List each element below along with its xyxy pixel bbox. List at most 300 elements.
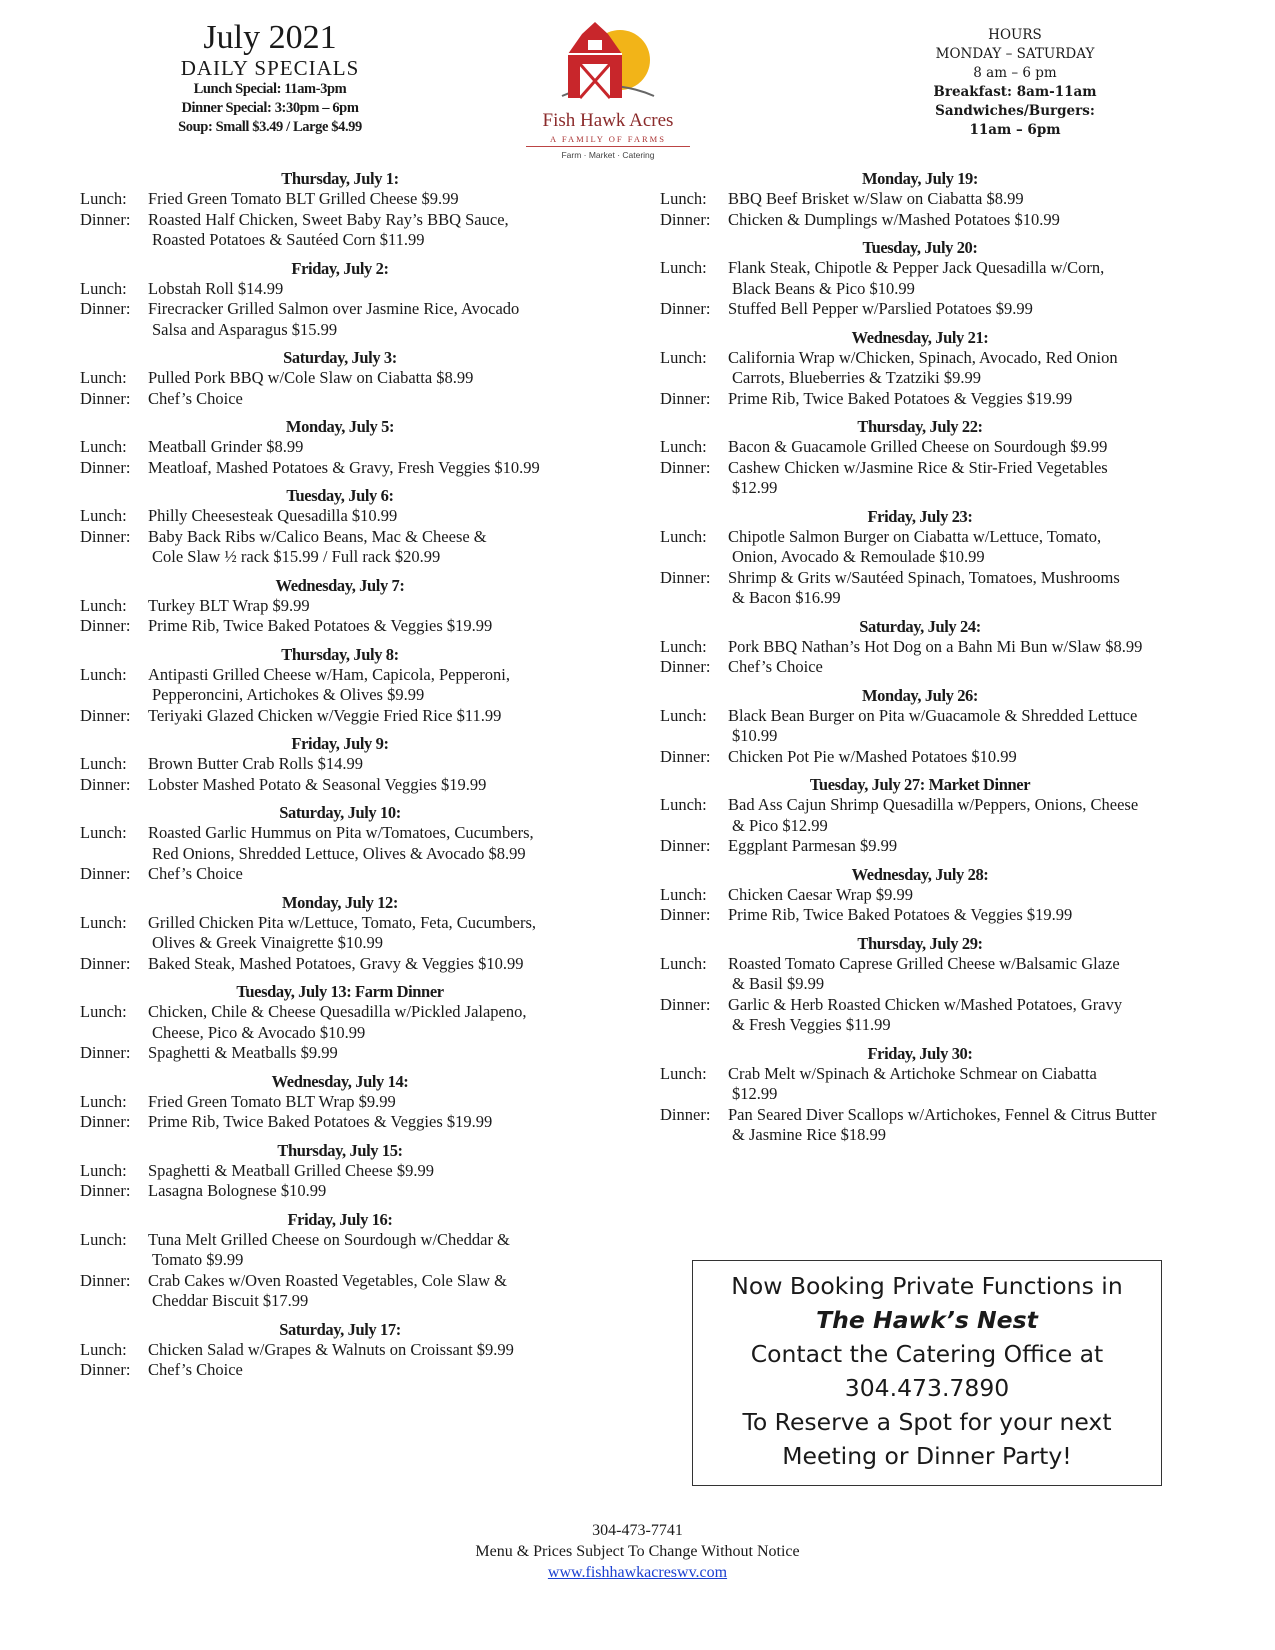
menu-item — [728, 258, 1200, 299]
day-special — [660, 686, 1200, 768]
day-special — [660, 1044, 1200, 1146]
menu-entry — [660, 637, 1200, 658]
menu-item-line: Black Bean Burger on Pita w/Guacamole & Shredded Lettuce — [728, 705, 1138, 725]
menu-item-line: Prime Rib, Twice Baked Potatoes & Veggies $19.99 — [148, 616, 493, 635]
day-title: Monday, July 26: — [862, 685, 978, 705]
daily-specials-heading: DAILY SPECIALS — [180, 56, 360, 80]
menu-item — [728, 458, 1200, 499]
meal-label: Dinner: — [660, 299, 711, 318]
menu-item-line: Roasted Tomato Caprese Grilled Cheese w/Balsamic Glaze — [728, 953, 1120, 973]
menu-entry — [660, 657, 1200, 678]
menu-column-right — [660, 169, 1200, 1154]
menu-entry — [80, 1002, 600, 1043]
menu-item — [728, 527, 1200, 568]
menu-entry — [80, 665, 600, 706]
day-special — [80, 734, 600, 795]
menu-entry — [80, 527, 600, 568]
logo-brand: Fish Hawk Acres — [542, 110, 674, 131]
day-special — [80, 893, 600, 975]
soup-prices: Soup: Small $3.49 / Large $4.99 — [178, 119, 362, 135]
footer-notice: Menu & Prices Subject To Change Without Notice — [475, 1543, 800, 1560]
day-special — [660, 507, 1200, 609]
day-special — [80, 1072, 600, 1133]
menu-item — [148, 913, 600, 954]
menu-entry — [80, 1092, 600, 1113]
day-special — [80, 1320, 600, 1381]
menu-item — [728, 905, 1200, 926]
menu-item-line: Pulled Pork BBQ w/Cole Slaw on Ciabatta $8.99 — [148, 368, 474, 387]
menu-entry — [660, 389, 1200, 410]
menu-item-line: Brown Butter Crab Rolls $14.99 — [148, 754, 363, 773]
meal-label: Lunch: — [80, 912, 127, 932]
website-link[interactable]: www.fishhawkacreswv.com — [547, 1564, 728, 1581]
menu-item-line: Bacon & Guacamole Grilled Cheese on Sourdough $9.99 — [728, 437, 1108, 456]
menu-item — [148, 1002, 600, 1043]
day-special — [80, 417, 600, 478]
menu-item — [148, 1360, 600, 1381]
menu-entry — [80, 775, 600, 796]
menu-item-line: Lobstah Roll $14.99 — [148, 278, 284, 298]
menu-item-line: Roasted Potatoes & Sautéed Corn $11.99 — [152, 230, 425, 249]
meal-label: Dinner: — [80, 1043, 131, 1062]
menu-item-line: Crab Cakes w/Oven Roasted Vegetables, Cole Slaw & — [148, 1270, 507, 1290]
meal-label: Dinner: — [660, 388, 711, 408]
day-special — [660, 865, 1200, 926]
menu-item-line: Chipotle Salmon Burger on Ciabatta w/Lettuce, Tomato, — [728, 526, 1102, 546]
booking-venue: The Hawk’s Nest — [816, 1306, 1038, 1334]
meal-label: Dinner: — [80, 1360, 131, 1379]
menu-item — [148, 368, 600, 389]
menu-item-line: Red Onions, Shredded Lettuce, Olives & Avocado $8.99 — [152, 843, 526, 863]
day-special — [660, 934, 1200, 1036]
meal-label: Lunch: — [80, 1160, 127, 1180]
menu-item-line: Antipasti Grilled Cheese w/Ham, Capicola, Pepperoni, — [148, 664, 511, 684]
day-special — [660, 617, 1200, 678]
menu-item — [148, 1230, 600, 1271]
meal-label: Lunch: — [80, 437, 127, 456]
menu-entry — [660, 437, 1200, 458]
menu-item-line: BBQ Beef Brisket w/Slaw on Ciabatta $8.99 — [728, 189, 1024, 208]
menu-item-line: & Bacon $16.99 — [732, 588, 841, 607]
menu-item — [148, 616, 600, 637]
menu-item — [148, 506, 600, 527]
menu-item-line: & Fresh Veggies $11.99 — [732, 1015, 891, 1034]
day-special — [660, 238, 1200, 320]
menu-entry — [660, 1064, 1200, 1105]
menu-entry — [660, 210, 1200, 231]
meal-label: Dinner: — [80, 953, 131, 973]
menu-item — [728, 568, 1200, 609]
day-title: Monday, July 19: — [862, 169, 978, 188]
page-title: July 2021 — [203, 19, 337, 56]
menu-entry — [660, 1105, 1200, 1146]
menu-entry — [80, 506, 600, 527]
menu-column-left — [80, 169, 600, 1389]
menu-item-line: Baked Steak, Mashed Potatoes, Gravy & Veggies $10.99 — [148, 953, 524, 973]
menu-entry — [660, 189, 1200, 210]
menu-item — [728, 1064, 1200, 1105]
menu-item-line: & Basil $9.99 — [732, 974, 825, 993]
menu-entry — [80, 1340, 600, 1361]
menu-item-line: Crab Melt w/Spinach & Artichoke Schmear on Ciabatta — [728, 1063, 1097, 1083]
menu-item-line: Cheese, Pico & Avocado $10.99 — [152, 1022, 366, 1042]
menu-entry — [660, 258, 1200, 299]
meal-label: Lunch: — [660, 884, 707, 904]
menu-entry — [660, 954, 1200, 995]
menu-item-line: Firecracker Grilled Salmon over Jasmine Rice, Avocado — [148, 299, 520, 318]
footer-phone: 304-473-7741 — [592, 1522, 683, 1539]
menu-entry — [80, 279, 600, 300]
menu-entry — [80, 437, 600, 458]
day-special — [660, 328, 1200, 410]
menu-item — [728, 954, 1200, 995]
menu-item — [728, 747, 1200, 768]
menu-item-line: Spaghetti & Meatball Grilled Cheese $9.99 — [148, 1160, 434, 1180]
menu-item-line: Roasted Half Chicken, Sweet Baby Ray’s BBQ Sauce, — [148, 209, 509, 229]
menu-entry — [80, 299, 600, 340]
menu-item — [148, 279, 600, 300]
meal-label: Lunch: — [660, 189, 707, 208]
menu-item-line: Olives & Greek Vinaigrette $10.99 — [152, 933, 384, 952]
menu-item-line: Fried Green Tomato BLT Wrap $9.99 — [148, 1091, 396, 1111]
menu-entry — [80, 458, 600, 479]
logo — [518, 18, 698, 163]
menu-entry — [80, 1043, 600, 1064]
menu-item-line: Chef’s Choice — [148, 864, 243, 883]
meal-label: Lunch: — [80, 1091, 127, 1111]
day-special — [80, 576, 600, 637]
logo-divider — [526, 146, 690, 147]
menu-item — [728, 795, 1200, 836]
day-title: Saturday, July 10: — [279, 803, 401, 822]
menu-entry — [660, 885, 1200, 906]
menu-item-line: Chicken Salad w/Grapes & Walnuts on Croissant $9.99 — [148, 1339, 514, 1359]
menu-item-line: Meatball Grinder $8.99 — [148, 437, 304, 456]
day-special — [80, 259, 600, 341]
day-title: Tuesday, July 27: Market Dinner — [809, 775, 1031, 794]
meal-label: Dinner: — [80, 774, 131, 794]
barn-icon — [560, 20, 656, 112]
day-special — [80, 803, 600, 885]
meal-label: Lunch: — [660, 795, 707, 814]
menu-item-line: Cheddar Biscuit $17.99 — [152, 1291, 309, 1310]
menu-item-line: Prime Rib, Twice Baked Potatoes & Veggies $19.99 — [148, 1112, 493, 1131]
menu-item — [728, 657, 1200, 678]
day-title: Friday, July 30: — [867, 1043, 973, 1063]
meal-label: Lunch: — [80, 595, 127, 615]
menu-item-line: Carrots, Blueberries & Tzatziki $9.99 — [732, 368, 981, 387]
menu-item-line: Lasagna Bolognese $10.99 — [148, 1181, 327, 1200]
menu-item-line: Pork BBQ Nathan’s Hot Dog on a Bahn Mi Bun w/Slaw $8.99 — [728, 636, 1143, 656]
menu-item — [148, 1181, 600, 1202]
day-title: Saturday, July 3: — [283, 348, 397, 367]
menu-entry — [660, 836, 1200, 857]
logo-tagline: A FAMILY OF FARMS — [550, 134, 666, 144]
menu-entry — [660, 299, 1200, 320]
menu-item-line: Prime Rib, Twice Baked Potatoes & Veggies $19.99 — [728, 905, 1073, 924]
menu-item-line: Shrimp & Grits w/Sautéed Spinach, Tomatoes, Mushrooms — [728, 567, 1120, 587]
day-special — [660, 417, 1200, 499]
day-title: Friday, July 9: — [291, 734, 389, 753]
day-special — [660, 169, 1200, 230]
menu-item — [148, 823, 600, 864]
meal-label: Dinner: — [660, 567, 711, 587]
day-title: Wednesday, July 21: — [851, 327, 989, 347]
menu-entry — [80, 913, 600, 954]
menu-item-line: California Wrap w/Chicken, Spinach, Avocado, Red Onion — [728, 347, 1118, 367]
meal-label: Lunch: — [80, 278, 127, 298]
booking-line-1: Now Booking Private Functions in — [731, 1272, 1123, 1300]
day-title: Saturday, July 24: — [859, 616, 981, 636]
booking-line-6: Meeting or Dinner Party! — [782, 1442, 1072, 1470]
menu-item — [148, 775, 600, 796]
menu-item-line: Garlic & Herb Roasted Chicken w/Mashed Potatoes, Gravy — [728, 994, 1123, 1014]
menu-item-line: Fried Green Tomato BLT Grilled Cheese $9.99 — [148, 189, 459, 208]
day-title: Tuesday, July 6: — [286, 486, 394, 505]
meal-label: Dinner: — [80, 705, 131, 725]
menu-item-line: Chicken, Chile & Cheese Quesadilla w/Pickled Jalapeno, — [148, 1002, 527, 1021]
menu-item-line: Chef’s Choice — [148, 388, 243, 408]
menu-item-line: Tuna Melt Grilled Cheese on Sourdough w/Cheddar & — [148, 1229, 510, 1249]
hours-block — [890, 26, 1140, 140]
day-title: Monday, July 5: — [285, 417, 395, 436]
meal-label: Lunch: — [660, 1063, 707, 1083]
menu-item-line: Turkey BLT Wrap $9.99 — [148, 595, 310, 615]
menu-entry — [80, 596, 600, 617]
menu-item — [148, 299, 600, 340]
menu-item-line: Prime Rib, Twice Baked Potatoes & Veggies $19.99 — [728, 388, 1073, 408]
day-title: Friday, July 2: — [291, 258, 389, 278]
menu-item — [148, 754, 600, 775]
menu-item-line: Onion, Avocado & Remoulade $10.99 — [732, 547, 985, 566]
meal-label: Lunch: — [80, 1229, 127, 1249]
day-title: Thursday, July 29: — [857, 933, 983, 953]
menu-item-line: Teriyaki Glazed Chicken w/Veggie Fried Rice $11.99 — [148, 705, 502, 725]
meal-label: Lunch: — [80, 506, 127, 525]
day-title: Tuesday, July 20: — [862, 238, 978, 257]
meal-label: Lunch: — [80, 823, 127, 842]
menu-entry — [80, 706, 600, 727]
menu-entry — [80, 754, 600, 775]
menu-entry — [660, 747, 1200, 768]
menu-item-line: Baby Back Ribs w/Calico Beans, Mac & Cheese & — [148, 526, 487, 546]
hours-title: HOURS — [988, 27, 1042, 43]
menu-item — [728, 189, 1200, 210]
meal-label: Dinner: — [80, 864, 131, 883]
meal-label: Dinner: — [80, 209, 131, 229]
menu-entry — [80, 616, 600, 637]
meal-label: Lunch: — [80, 368, 127, 387]
day-title: Friday, July 23: — [867, 506, 973, 526]
meal-label: Dinner: — [80, 299, 131, 318]
menu-entry — [660, 706, 1200, 747]
menu-entry — [660, 795, 1200, 836]
day-title: Thursday, July 15: — [277, 1140, 403, 1160]
menu-item-line: Chef’s Choice — [728, 657, 823, 676]
menu-item — [148, 665, 600, 706]
day-title: Friday, July 16: — [287, 1209, 393, 1229]
menu-item — [148, 527, 600, 568]
day-special — [660, 775, 1200, 857]
meal-label: Dinner: — [660, 994, 711, 1014]
menu-entry — [660, 527, 1200, 568]
menu-item-line: Spaghetti & Meatballs $9.99 — [148, 1043, 338, 1062]
meal-label: Dinner: — [80, 388, 131, 408]
meal-label: Lunch: — [660, 636, 707, 656]
menu-entry — [80, 954, 600, 975]
day-title: Tuesday, July 13: Farm Dinner — [236, 982, 444, 1001]
menu-entry — [80, 1230, 600, 1271]
menu-item-line: Cashew Chicken w/Jasmine Rice & Stir-Fried Vegetables — [728, 457, 1108, 477]
menu-entry — [80, 1181, 600, 1202]
booking-line-3: Contact the Catering Office at — [750, 1340, 1104, 1368]
meal-label: Lunch: — [80, 1339, 127, 1359]
day-special — [80, 645, 600, 727]
menu-item-line: Stuffed Bell Pepper w/Parslied Potatoes $9.99 — [728, 299, 1033, 318]
menu-item — [728, 1105, 1200, 1146]
menu-item-line: & Pico $12.99 — [732, 815, 828, 835]
menu-item-line: Flank Steak, Chipotle & Pepper Jack Quesadilla w/Corn, — [728, 258, 1105, 277]
menu-item-line: Chicken Pot Pie w/Mashed Potatoes $10.99 — [728, 746, 1017, 766]
logo-services: Farm · Market · Catering — [561, 150, 655, 160]
menu-entry — [660, 995, 1200, 1036]
menu-item-line: Meatloaf, Mashed Potatoes & Gravy, Fresh Veggies $10.99 — [148, 457, 540, 477]
menu-entry — [660, 348, 1200, 389]
menu-item-line: Philly Cheesesteak Quesadilla $10.99 — [148, 506, 398, 525]
footer — [0, 1520, 1275, 1583]
menu-item-line: Lobster Mashed Potato & Seasonal Veggies $19.99 — [148, 774, 487, 794]
meal-label: Dinner: — [80, 616, 131, 635]
menu-entry — [80, 1161, 600, 1182]
menu-entry — [660, 905, 1200, 926]
day-title: Wednesday, July 14: — [271, 1071, 409, 1091]
menu-entry — [80, 368, 600, 389]
menu-item-line: Grilled Chicken Pita w/Lettuce, Tomato, Feta, Cucumbers, — [148, 912, 537, 932]
menu-item — [148, 389, 600, 410]
menu-item — [148, 1043, 600, 1064]
day-title: Wednesday, July 28: — [851, 864, 989, 884]
meal-label: Dinner: — [80, 1270, 131, 1290]
menu-item — [728, 836, 1200, 857]
menu-item-line: $12.99 — [732, 478, 778, 497]
menu-item — [728, 706, 1200, 747]
meal-label: Dinner: — [660, 1104, 711, 1124]
meal-label: Lunch: — [80, 189, 127, 208]
menu-item-line: Bad Ass Cajun Shrimp Quesadilla w/Peppers, Onions, Cheese — [728, 795, 1139, 814]
menu-item — [148, 189, 600, 210]
meal-label: Lunch: — [80, 754, 127, 773]
specials-header — [150, 20, 390, 137]
menu-item-line: $12.99 — [732, 1084, 778, 1103]
day-special — [80, 1210, 600, 1312]
menu-item — [148, 954, 600, 975]
meal-label: Lunch: — [660, 258, 707, 277]
menu-entry — [80, 864, 600, 885]
meal-label: Dinner: — [80, 1181, 131, 1200]
day-title: Thursday, July 8: — [281, 644, 399, 664]
menu-entry — [660, 568, 1200, 609]
day-title: Monday, July 12: — [282, 892, 398, 912]
meal-label: Dinner: — [80, 457, 131, 477]
menu-item-line: $10.99 — [732, 726, 778, 745]
meal-label: Dinner: — [660, 905, 711, 924]
menu-item — [728, 637, 1200, 658]
menu-item-line: Chicken & Dumplings w/Mashed Potatoes $10.99 — [728, 209, 1060, 229]
menu-item — [728, 389, 1200, 410]
menu-entry — [80, 1271, 600, 1312]
day-title: Wednesday, July 7: — [275, 575, 405, 595]
menu-item — [148, 596, 600, 617]
menu-item — [148, 458, 600, 479]
menu-item-line: Tomato $9.99 — [152, 1250, 244, 1269]
menu-item — [728, 995, 1200, 1036]
menu-item-line: Chicken Caesar Wrap $9.99 — [728, 884, 914, 904]
menu-item — [148, 706, 600, 727]
menu-item-line: Eggplant Parmesan $9.99 — [728, 836, 898, 855]
menu-item-line: Pan Seared Diver Scallops w/Artichokes, Fennel & Citrus Butter — [728, 1104, 1157, 1124]
meal-label: Lunch: — [660, 526, 707, 546]
dinner-special-hours: Dinner Special: 3:30pm – 6pm — [181, 100, 359, 116]
menu-item — [148, 1340, 600, 1361]
day-title: Thursday, July 1: — [281, 169, 399, 188]
menu-entry — [660, 458, 1200, 499]
menu-item-line: Chef’s Choice — [148, 1360, 243, 1379]
booking-line-5: To Reserve a Spot for your next — [742, 1408, 1112, 1436]
day-title: Thursday, July 22: — [857, 417, 983, 436]
menu-item — [728, 348, 1200, 389]
menu-entry — [80, 389, 600, 410]
menu-item — [148, 437, 600, 458]
menu-item — [148, 1271, 600, 1312]
meal-label: Lunch: — [660, 705, 707, 725]
menu-item — [148, 1112, 600, 1133]
meal-label: Dinner: — [80, 1112, 131, 1131]
menu-item — [728, 299, 1200, 320]
menu-item — [148, 1092, 600, 1113]
menu-item — [728, 437, 1200, 458]
meal-label: Dinner: — [660, 209, 711, 229]
menu-item — [728, 210, 1200, 231]
menu-entry — [80, 189, 600, 210]
menu-entry — [80, 1360, 600, 1381]
menu-item-line: Roasted Garlic Hummus on Pita w/Tomatoes, Cucumbers, — [148, 823, 534, 842]
meal-label: Lunch: — [660, 437, 707, 456]
hours-days: MONDAY – SATURDAY — [935, 46, 1095, 62]
breakfast-hours: Breakfast: 8am-11am — [933, 84, 1097, 100]
booking-box — [692, 1260, 1162, 1486]
menu-item-line: Salsa and Asparagus $15.99 — [152, 319, 338, 339]
meal-label: Lunch: — [660, 347, 707, 367]
meal-label: Lunch: — [80, 1002, 127, 1021]
hours-time: 8 am – 6 pm — [973, 65, 1057, 81]
sandwiches-hours: 11am – 6pm — [969, 122, 1061, 138]
meal-label: Dinner: — [660, 657, 711, 676]
menu-item-line: & Jasmine Rice $18.99 — [732, 1125, 886, 1144]
meal-label: Dinner: — [660, 457, 711, 477]
day-special — [80, 348, 600, 409]
menu-entry — [80, 1112, 600, 1133]
menu-item — [148, 864, 600, 885]
menu-item — [728, 885, 1200, 906]
menu-entry — [80, 210, 600, 251]
meal-label: Lunch: — [660, 953, 707, 973]
day-special — [80, 486, 600, 568]
menu-item-line: Cole Slaw ½ rack $15.99 / Full rack $20.99 — [152, 547, 441, 566]
lunch-special-hours: Lunch Special: 11am-3pm — [193, 81, 347, 97]
meal-label: Dinner: — [80, 526, 131, 546]
menu-item-line: Pepperoncini, Artichokes & Olives $9.99 — [152, 685, 425, 704]
meal-label: Lunch: — [80, 664, 127, 684]
